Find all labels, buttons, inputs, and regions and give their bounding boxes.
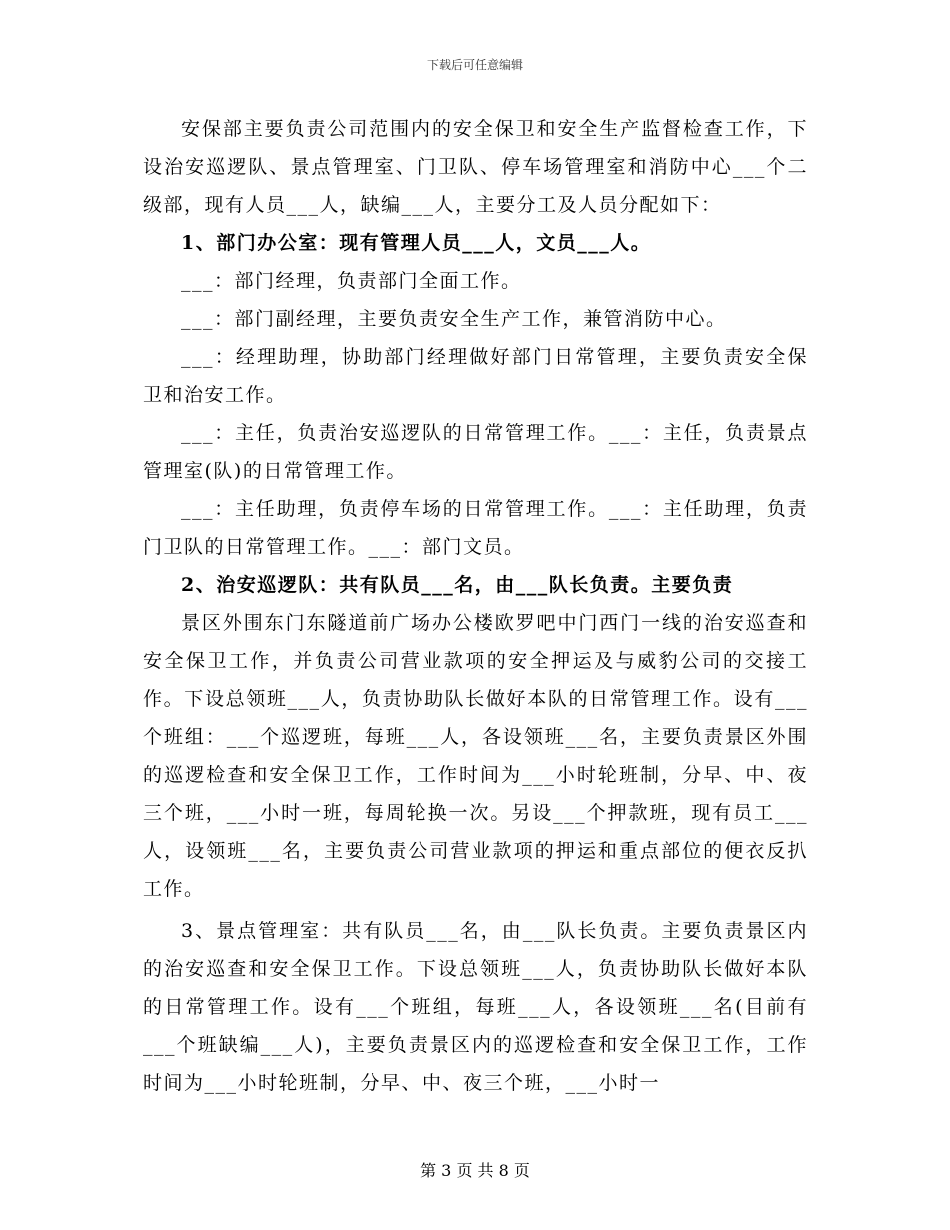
section-heading-office: 1、部门办公室：现有管理人员___人，文员___人。 (181, 232, 652, 254)
paragraph-patrol-details: 景区外围东门东隧道前广场办公楼欧罗吧中门西门一线的治安巡查和安全保卫工作，并负责公司营业款项的安全押运及与威豹公司的交接工作。下设总领班___人，负责协助队长做好本队的日常管理工作。设有___个班组：___个巡逻班，每班___人，各设领班___名，主要负责景区外围的巡逻检查和安全保卫工作，工作时间为___小时轮班制，分早、中、夜三个班，___小时一班，每周轮换一次。另设___个押款班，现有员工___人，设领班___名，主要负责公司营业款项的押运和重点部位的便衣反扒工作。 (143, 612, 808, 900)
paragraph-director-assistants: ___：主任助理，负责停车场的日常管理工作。___：主任助理，负责门卫队的日常管理工作。___：部门文员。 (143, 498, 808, 558)
paragraph-scenic-management: 3、景点管理室：共有队员___名，由___队长负责。主要负责景区内的治安巡查和安全保卫工作。下设总领班___人，负责协助队长做好本队的日常管理工作。设有___个班组，每班___人，各设领班___名(目前有___个班缺编___人)，主要负责景区内的巡逻检查和安全保卫工作，工作时间为___小时轮班制，分早、中、夜三个班，___小时一 (143, 920, 808, 1094)
document-body (143, 110, 808, 1102)
paragraph-directors: ___：主任，负责治安巡逻队的日常管理工作。___：主任，负责景点管理室(队)的日常管理工作。 (143, 422, 808, 482)
intro-paragraph: 安保部主要负责公司范围内的安全保卫和安全生产监督检查工作，下设治安巡逻队、景点管理室、门卫队、停车场管理室和消防中心___个二级部，现有人员___人，缺编___人，主要分工及人员分配如下： (143, 118, 808, 216)
page-header: 下载后可任意编辑 (426, 58, 523, 72)
section-heading-patrol: 2、治安巡逻队：共有队员___名，由___队长负责。主要负责 (181, 574, 734, 596)
paragraph-deputy-manager: ___：部门副经理，主要负责安全生产工作，兼管消防中心。 (181, 308, 727, 330)
page-number: 第 3 页 共 8 页 (420, 1161, 530, 1180)
paragraph-manager: ___：部门经理，负责部门全面工作。 (181, 270, 522, 292)
paragraph-manager-assistant: ___：经理助理，协助部门经理做好部门日常管理，主要负责安全保卫和治安工作。 (143, 346, 808, 406)
